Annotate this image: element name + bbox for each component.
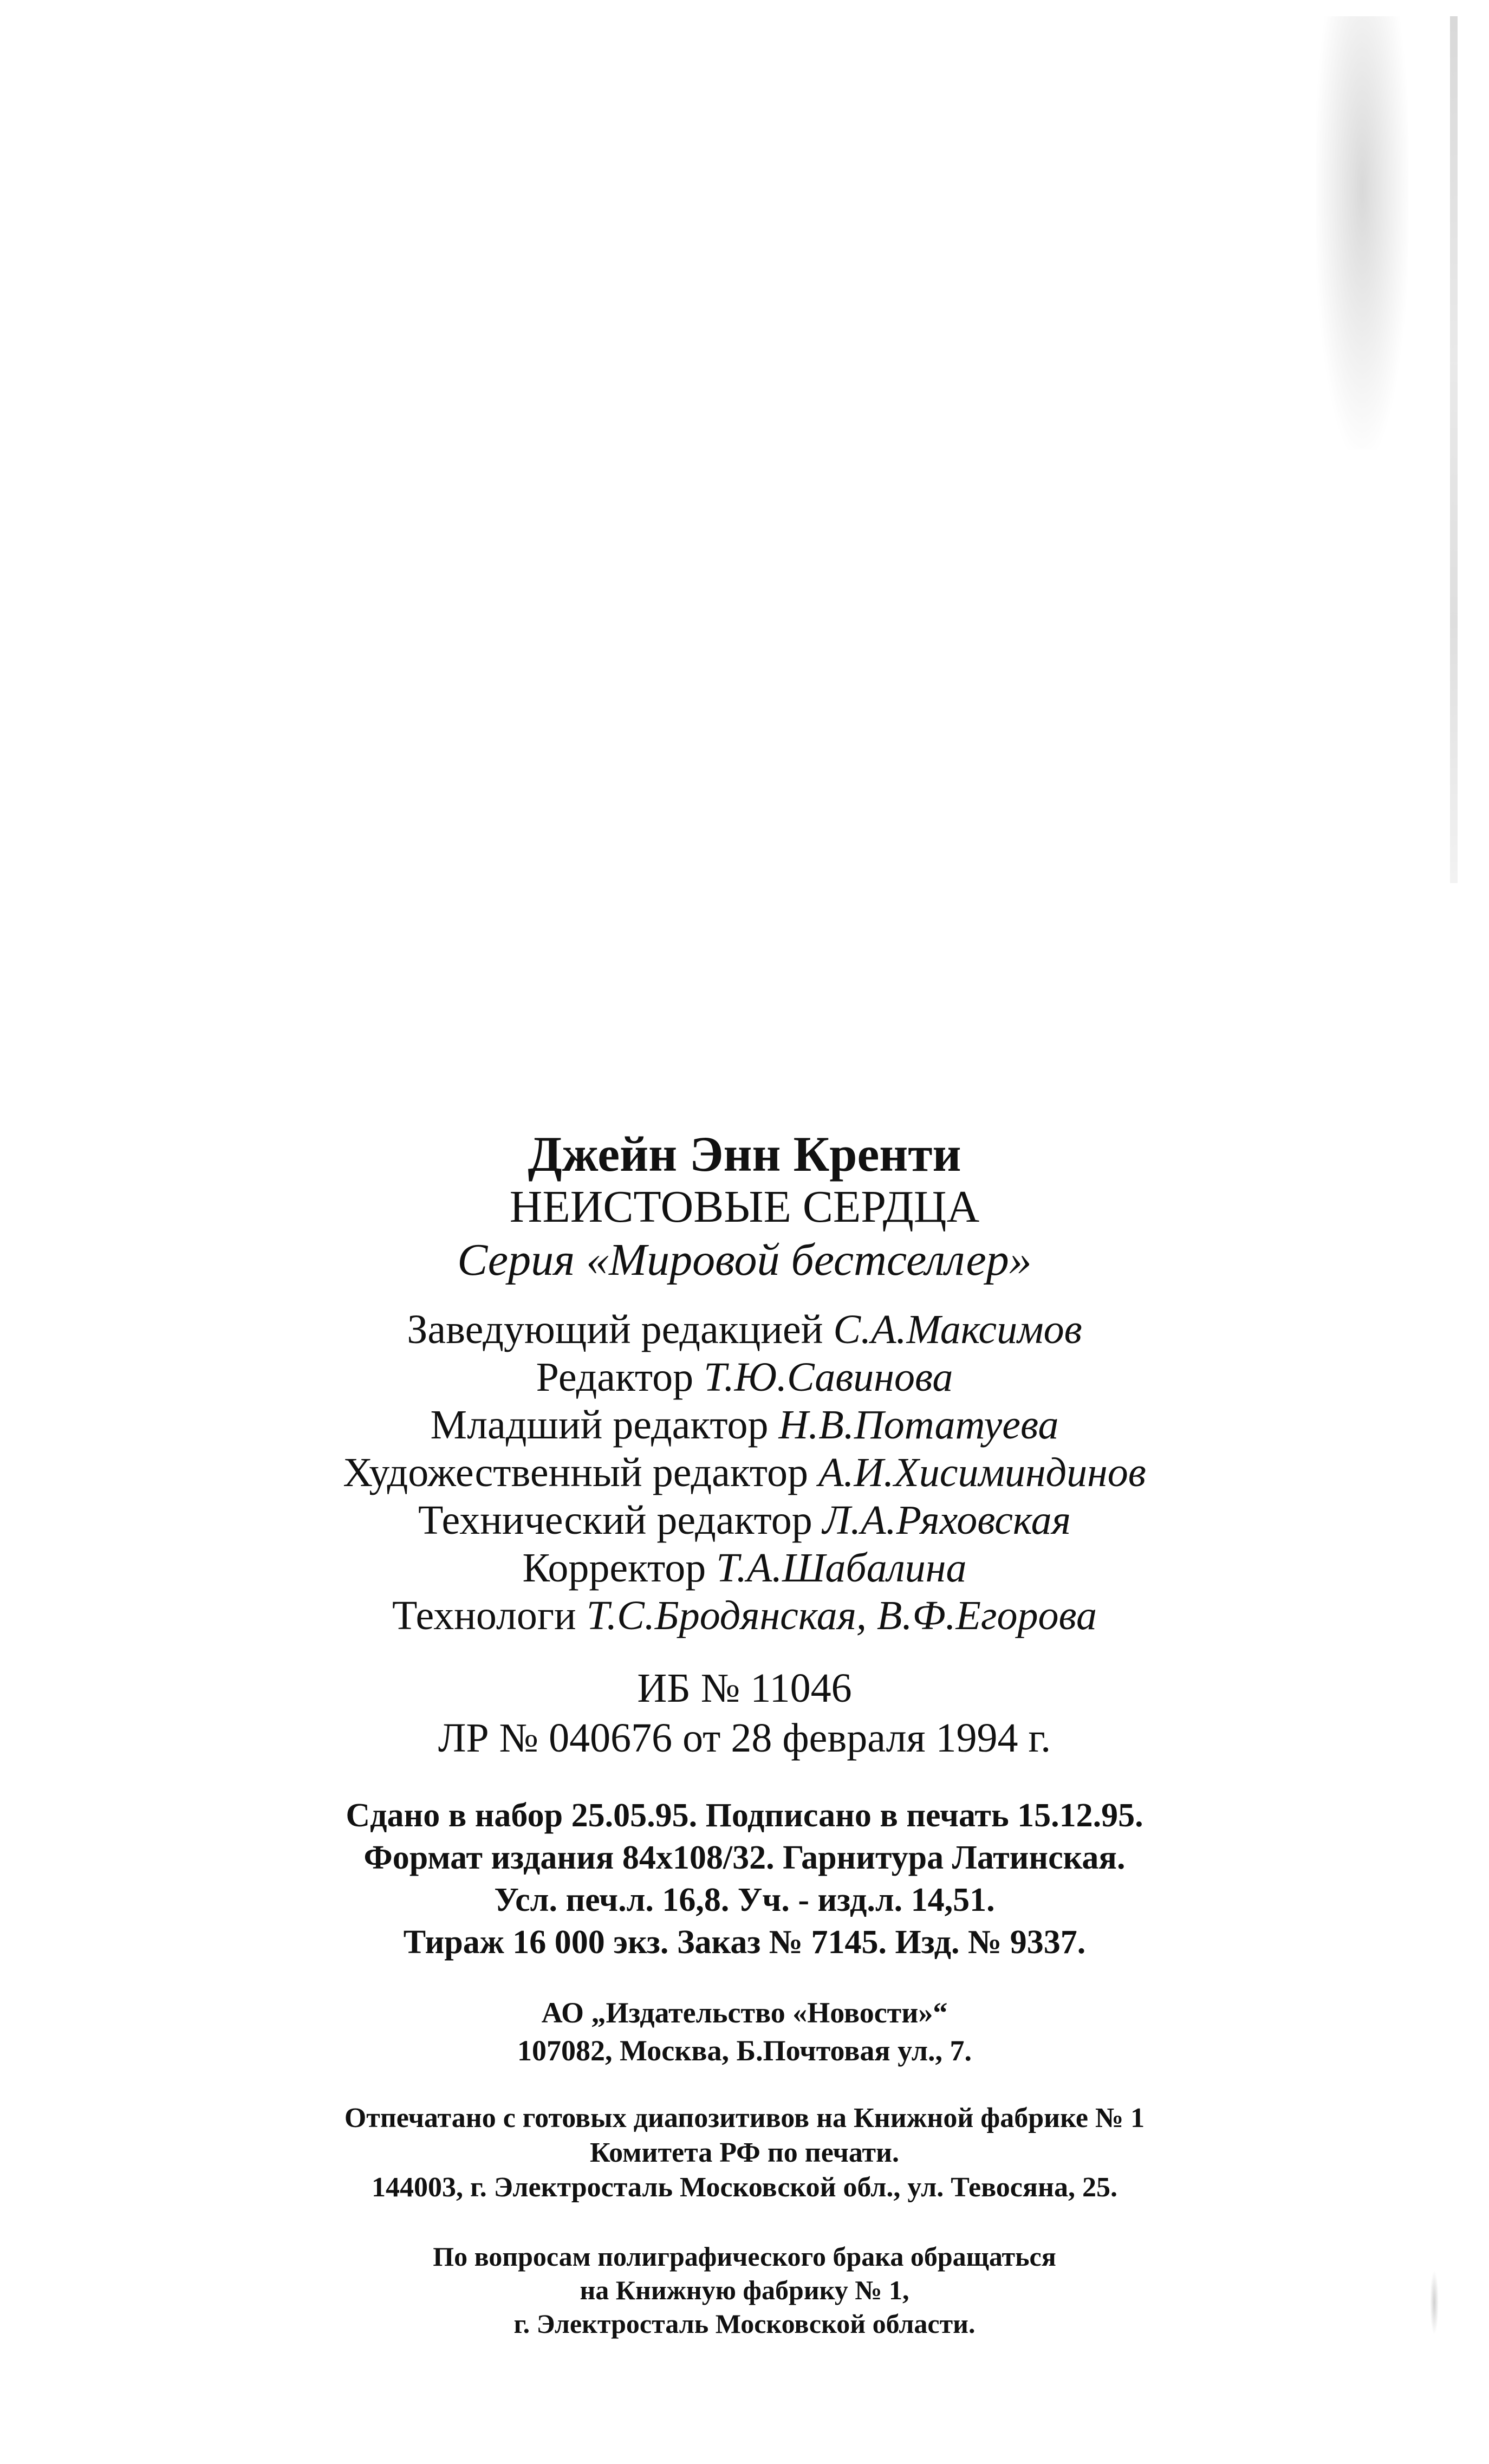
staff-name: Т.Ю.Савинова (704, 1354, 953, 1400)
series-name: Серия «Мировой бестселлер» (457, 1235, 1032, 1285)
staff-line (0, 1449, 1489, 1496)
staff-role: Технический редактор (418, 1497, 812, 1543)
printer-line: 144003, г. Электросталь Московской обл., ул. Тевосяна, 25. (372, 2172, 1117, 2203)
printer-line: Отпечатано с готовых диапозитивов на Книжной фабрике № 1 (344, 2103, 1145, 2134)
defects-line: г. Электросталь Московской области. (513, 2309, 976, 2339)
staff-name: С.А.Максимов (833, 1307, 1082, 1352)
staff-name: Т.А.Шабалина (716, 1545, 967, 1591)
print-detail-line: Сдано в набор 25.05.95. Подписано в печать 15.12.95. (346, 1797, 1143, 1834)
staff-line (0, 1592, 1489, 1639)
registration-block (0, 1663, 1489, 1763)
defects-contact-block (0, 2240, 1489, 2340)
staff-role: Корректор (522, 1545, 706, 1591)
staff-role: Технологи (392, 1593, 576, 1638)
defects-line: на Книжную фабрику № 1, (580, 2275, 909, 2305)
print-detail-line: Усл. печ.л. 16,8. Уч. - изд.л. 14,51. (494, 1882, 995, 1918)
staff-line (0, 1496, 1489, 1544)
colophon (0, 1127, 1489, 2340)
staff-role: Младший редактор (430, 1402, 769, 1448)
print-detail-line: Тираж 16 000 экз. Заказ № 7145. Изд. № 9337. (403, 1924, 1086, 1961)
printer-line: Комитета РФ по печати. (589, 2137, 900, 2168)
staff-name: Л.А.Ряховская (822, 1497, 1071, 1543)
print-detail-line: Формат издания 84х108/32. Гарнитура Латинская. (363, 1839, 1126, 1876)
staff-name: Т.С.Бродянская, В.Ф.Егорова (586, 1593, 1097, 1638)
publisher-block (0, 1994, 1489, 2070)
staff-role: Заведующий редакцией (407, 1307, 823, 1352)
ib-number: ИБ № 11046 (637, 1665, 852, 1711)
printer-block (0, 2101, 1489, 2205)
staff-line (0, 1544, 1489, 1592)
staff-line (0, 1306, 1489, 1353)
book-title: НЕИСТОВЫЕ СЕРДЦА (509, 1182, 980, 1232)
defects-line: По вопросам полиграфического брака обращаться (433, 2241, 1056, 2272)
license-number: ЛР № 040676 от 28 февраля 1994 г. (438, 1715, 1051, 1761)
staff-line (0, 1401, 1489, 1449)
publisher-address: 107082, Москва, Б.Почтовая ул., 7. (517, 2034, 972, 2067)
staff-name: Н.В.Потатуева (778, 1402, 1059, 1448)
book-header (0, 1127, 1489, 1287)
staff-role: Редактор (536, 1354, 694, 1400)
author-name: Джейн Энн Кренти (528, 1126, 961, 1182)
scan-smudge-artifact (1316, 16, 1408, 450)
staff-line (0, 1353, 1489, 1401)
staff-role: Художественный редактор (343, 1450, 808, 1495)
staff-name: А.И.Хисиминдинов (818, 1450, 1146, 1495)
staff-list (0, 1306, 1489, 1639)
print-details (0, 1794, 1489, 1963)
scan-edge-artifact (1450, 16, 1458, 883)
publisher-name: АО „Издательство «Новости»“ (541, 1996, 948, 2029)
